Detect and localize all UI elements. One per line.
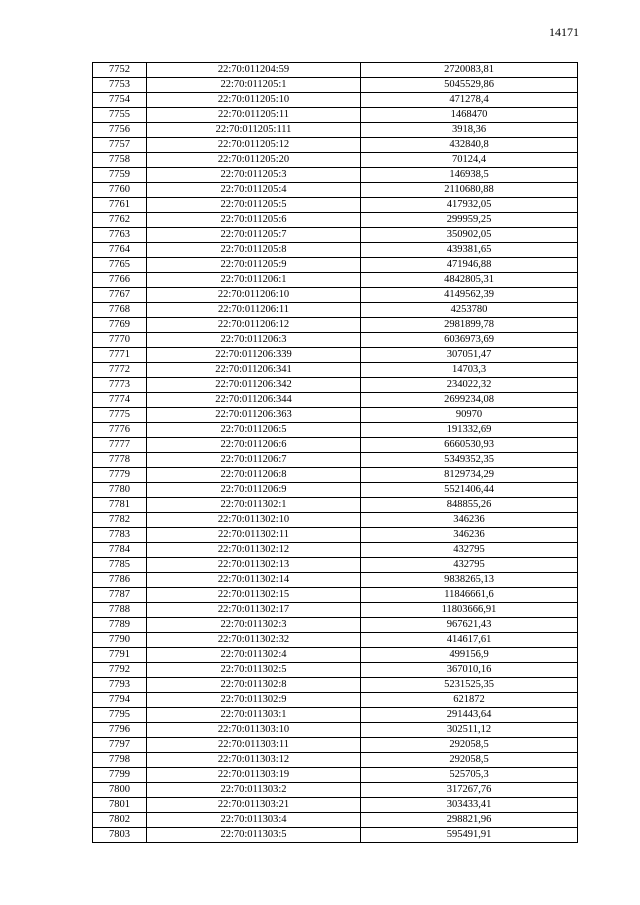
cadastral-value-cell: 350902,05 bbox=[361, 228, 578, 243]
cadastral-value-cell: 8129734,29 bbox=[361, 468, 578, 483]
row-number-cell: 7783 bbox=[93, 528, 147, 543]
row-number-cell: 7774 bbox=[93, 393, 147, 408]
table-row bbox=[93, 618, 578, 633]
page-number: 14171 bbox=[549, 25, 579, 39]
table-row bbox=[93, 288, 578, 303]
cadastral-value-table bbox=[92, 62, 578, 843]
row-number-cell: 7779 bbox=[93, 468, 147, 483]
table-row bbox=[93, 828, 578, 843]
table-row bbox=[93, 468, 578, 483]
table-row bbox=[93, 603, 578, 618]
cadastral-value-cell: 621872 bbox=[361, 693, 578, 708]
row-number-cell: 7765 bbox=[93, 258, 147, 273]
table-row bbox=[93, 78, 578, 93]
cadastral-value-cell: 6036973,69 bbox=[361, 333, 578, 348]
cadastral-number-cell: 22:70:011204:59 bbox=[147, 63, 361, 78]
row-number-cell: 7803 bbox=[93, 828, 147, 843]
cadastral-number-cell: 22:70:011302:8 bbox=[147, 678, 361, 693]
cadastral-value-cell: 595491,91 bbox=[361, 828, 578, 843]
cadastral-number-cell: 22:70:011205:11 bbox=[147, 108, 361, 123]
cadastral-number-cell: 22:70:011303:2 bbox=[147, 783, 361, 798]
table-row bbox=[93, 243, 578, 258]
row-number-cell: 7794 bbox=[93, 693, 147, 708]
table-row bbox=[93, 408, 578, 423]
row-number-cell: 7769 bbox=[93, 318, 147, 333]
cadastral-value-cell: 2699234,08 bbox=[361, 393, 578, 408]
row-number-cell: 7753 bbox=[93, 78, 147, 93]
row-number-cell: 7772 bbox=[93, 363, 147, 378]
cadastral-number-cell: 22:70:011206:1 bbox=[147, 273, 361, 288]
cadastral-value-cell: 432840,8 bbox=[361, 138, 578, 153]
cadastral-number-cell: 22:70:011205:20 bbox=[147, 153, 361, 168]
cadastral-number-cell: 22:70:011206:7 bbox=[147, 453, 361, 468]
row-number-cell: 7773 bbox=[93, 378, 147, 393]
cadastral-number-cell: 22:70:011302:12 bbox=[147, 543, 361, 558]
table-row bbox=[93, 708, 578, 723]
cadastral-value-cell: 292058,5 bbox=[361, 753, 578, 768]
row-number-cell: 7796 bbox=[93, 723, 147, 738]
cadastral-value-cell: 2110680,88 bbox=[361, 183, 578, 198]
cadastral-number-cell: 22:70:011205:6 bbox=[147, 213, 361, 228]
cadastral-number-cell: 22:70:011303:10 bbox=[147, 723, 361, 738]
cadastral-number-cell: 22:70:011206:11 bbox=[147, 303, 361, 318]
cadastral-value-cell: 346236 bbox=[361, 513, 578, 528]
cadastral-value-cell: 2981899,78 bbox=[361, 318, 578, 333]
cadastral-number-cell: 22:70:011302:11 bbox=[147, 528, 361, 543]
cadastral-number-cell: 22:70:011303:11 bbox=[147, 738, 361, 753]
cadastral-value-cell: 298821,96 bbox=[361, 813, 578, 828]
cadastral-value-cell: 11846661,6 bbox=[361, 588, 578, 603]
cadastral-value-cell: 317267,76 bbox=[361, 783, 578, 798]
row-number-cell: 7787 bbox=[93, 588, 147, 603]
cadastral-value-cell: 439381,65 bbox=[361, 243, 578, 258]
cadastral-number-cell: 22:70:011205:1 bbox=[147, 78, 361, 93]
row-number-cell: 7789 bbox=[93, 618, 147, 633]
row-number-cell: 7775 bbox=[93, 408, 147, 423]
cadastral-number-cell: 22:70:011205:5 bbox=[147, 198, 361, 213]
cadastral-number-cell: 22:70:011302:9 bbox=[147, 693, 361, 708]
cadastral-number-cell: 22:70:011205:8 bbox=[147, 243, 361, 258]
cadastral-value-cell: 432795 bbox=[361, 558, 578, 573]
table-row bbox=[93, 153, 578, 168]
row-number-cell: 7797 bbox=[93, 738, 147, 753]
row-number-cell: 7790 bbox=[93, 633, 147, 648]
cadastral-number-cell: 22:70:011303:19 bbox=[147, 768, 361, 783]
row-number-cell: 7780 bbox=[93, 483, 147, 498]
row-number-cell: 7760 bbox=[93, 183, 147, 198]
cadastral-value-cell: 5349352,35 bbox=[361, 453, 578, 468]
row-number-cell: 7764 bbox=[93, 243, 147, 258]
cadastral-value-cell: 146938,5 bbox=[361, 168, 578, 183]
row-number-cell: 7801 bbox=[93, 798, 147, 813]
table-row bbox=[93, 768, 578, 783]
row-number-cell: 7781 bbox=[93, 498, 147, 513]
row-number-cell: 7752 bbox=[93, 63, 147, 78]
table-row bbox=[93, 753, 578, 768]
table-row bbox=[93, 678, 578, 693]
cadastral-number-cell: 22:70:011302:1 bbox=[147, 498, 361, 513]
table-row bbox=[93, 723, 578, 738]
table-row bbox=[93, 198, 578, 213]
table-row bbox=[93, 333, 578, 348]
table-row bbox=[93, 483, 578, 498]
cadastral-value-cell: 14703,3 bbox=[361, 363, 578, 378]
row-number-cell: 7776 bbox=[93, 423, 147, 438]
table-row bbox=[93, 183, 578, 198]
row-number-cell: 7767 bbox=[93, 288, 147, 303]
cadastral-value-cell: 967621,43 bbox=[361, 618, 578, 633]
row-number-cell: 7784 bbox=[93, 543, 147, 558]
row-number-cell: 7756 bbox=[93, 123, 147, 138]
table-row bbox=[93, 633, 578, 648]
cadastral-number-cell: 22:70:011206:342 bbox=[147, 378, 361, 393]
table-row bbox=[93, 93, 578, 108]
cadastral-number-cell: 22:70:011206:3 bbox=[147, 333, 361, 348]
cadastral-value-cell: 9838265,13 bbox=[361, 573, 578, 588]
table-row bbox=[93, 138, 578, 153]
cadastral-value-cell: 5045529,86 bbox=[361, 78, 578, 93]
table-row bbox=[93, 783, 578, 798]
table-row bbox=[93, 213, 578, 228]
table-row bbox=[93, 123, 578, 138]
table-row bbox=[93, 378, 578, 393]
cadastral-value-cell: 499156,9 bbox=[361, 648, 578, 663]
cadastral-value-cell: 346236 bbox=[361, 528, 578, 543]
row-number-cell: 7759 bbox=[93, 168, 147, 183]
cadastral-value-cell: 1468470 bbox=[361, 108, 578, 123]
table-row bbox=[93, 558, 578, 573]
cadastral-number-cell: 22:70:011302:15 bbox=[147, 588, 361, 603]
table-row bbox=[93, 438, 578, 453]
cadastral-number-cell: 22:70:011302:4 bbox=[147, 648, 361, 663]
cadastral-value-cell: 299959,25 bbox=[361, 213, 578, 228]
row-number-cell: 7761 bbox=[93, 198, 147, 213]
row-number-cell: 7791 bbox=[93, 648, 147, 663]
cadastral-value-cell: 302511,12 bbox=[361, 723, 578, 738]
cadastral-number-cell: 22:70:011302:32 bbox=[147, 633, 361, 648]
cadastral-number-cell: 22:70:011303:4 bbox=[147, 813, 361, 828]
cadastral-number-cell: 22:70:011302:13 bbox=[147, 558, 361, 573]
cadastral-value-cell: 234022,32 bbox=[361, 378, 578, 393]
row-number-cell: 7778 bbox=[93, 453, 147, 468]
row-number-cell: 7792 bbox=[93, 663, 147, 678]
cadastral-number-cell: 22:70:011206:344 bbox=[147, 393, 361, 408]
row-number-cell: 7799 bbox=[93, 768, 147, 783]
cadastral-number-cell: 22:70:011206:363 bbox=[147, 408, 361, 423]
table-row bbox=[93, 258, 578, 273]
row-number-cell: 7782 bbox=[93, 513, 147, 528]
cadastral-number-cell: 22:70:011206:5 bbox=[147, 423, 361, 438]
cadastral-value-cell: 5231525,35 bbox=[361, 678, 578, 693]
table-row bbox=[93, 273, 578, 288]
cadastral-number-cell: 22:70:011302:17 bbox=[147, 603, 361, 618]
cadastral-number-cell: 22:70:011303:12 bbox=[147, 753, 361, 768]
table-row bbox=[93, 648, 578, 663]
table-row bbox=[93, 513, 578, 528]
table-row bbox=[93, 453, 578, 468]
table-body bbox=[93, 63, 578, 843]
cadastral-value-cell: 417932,05 bbox=[361, 198, 578, 213]
row-number-cell: 7763 bbox=[93, 228, 147, 243]
cadastral-value-cell: 525705,3 bbox=[361, 768, 578, 783]
row-number-cell: 7754 bbox=[93, 93, 147, 108]
cadastral-value-cell: 4842805,31 bbox=[361, 273, 578, 288]
table-row bbox=[93, 168, 578, 183]
row-number-cell: 7766 bbox=[93, 273, 147, 288]
cadastral-value-cell: 4253780 bbox=[361, 303, 578, 318]
table-row bbox=[93, 798, 578, 813]
table-row bbox=[93, 588, 578, 603]
cadastral-value-cell: 5521406,44 bbox=[361, 483, 578, 498]
table-row bbox=[93, 423, 578, 438]
table-row bbox=[93, 348, 578, 363]
cadastral-number-cell: 22:70:011303:1 bbox=[147, 708, 361, 723]
table-row bbox=[93, 693, 578, 708]
cadastral-number-cell: 22:70:011302:5 bbox=[147, 663, 361, 678]
row-number-cell: 7793 bbox=[93, 678, 147, 693]
table-row bbox=[93, 228, 578, 243]
table-row bbox=[93, 393, 578, 408]
table-row bbox=[93, 573, 578, 588]
cadastral-value-cell: 848855,26 bbox=[361, 498, 578, 513]
cadastral-number-cell: 22:70:011206:341 bbox=[147, 363, 361, 378]
cadastral-number-cell: 22:70:011206:9 bbox=[147, 483, 361, 498]
cadastral-value-cell: 471946,88 bbox=[361, 258, 578, 273]
table-row bbox=[93, 813, 578, 828]
cadastral-value-cell: 307051,47 bbox=[361, 348, 578, 363]
cadastral-value-cell: 6660530,93 bbox=[361, 438, 578, 453]
table-row bbox=[93, 498, 578, 513]
cadastral-value-cell: 471278,4 bbox=[361, 93, 578, 108]
cadastral-number-cell: 22:70:011303:21 bbox=[147, 798, 361, 813]
cadastral-value-cell: 11803666,91 bbox=[361, 603, 578, 618]
cadastral-value-cell: 367010,16 bbox=[361, 663, 578, 678]
cadastral-value-cell: 292058,5 bbox=[361, 738, 578, 753]
cadastral-number-cell: 22:70:011205:111 bbox=[147, 123, 361, 138]
row-number-cell: 7800 bbox=[93, 783, 147, 798]
cadastral-value-cell: 303433,41 bbox=[361, 798, 578, 813]
cadastral-number-cell: 22:70:011206:8 bbox=[147, 468, 361, 483]
row-number-cell: 7777 bbox=[93, 438, 147, 453]
row-number-cell: 7786 bbox=[93, 573, 147, 588]
row-number-cell: 7798 bbox=[93, 753, 147, 768]
cadastral-number-cell: 22:70:011205:10 bbox=[147, 93, 361, 108]
table-row bbox=[93, 663, 578, 678]
cadastral-value-cell: 291443,64 bbox=[361, 708, 578, 723]
row-number-cell: 7757 bbox=[93, 138, 147, 153]
row-number-cell: 7758 bbox=[93, 153, 147, 168]
cadastral-number-cell: 22:70:011302:10 bbox=[147, 513, 361, 528]
table-row bbox=[93, 303, 578, 318]
cadastral-number-cell: 22:70:011205:9 bbox=[147, 258, 361, 273]
cadastral-number-cell: 22:70:011205:7 bbox=[147, 228, 361, 243]
row-number-cell: 7785 bbox=[93, 558, 147, 573]
cadastral-number-cell: 22:70:011302:14 bbox=[147, 573, 361, 588]
table-row bbox=[93, 363, 578, 378]
cadastral-number-cell: 22:70:011206:339 bbox=[147, 348, 361, 363]
cadastral-number-cell: 22:70:011206:10 bbox=[147, 288, 361, 303]
row-number-cell: 7771 bbox=[93, 348, 147, 363]
cadastral-number-cell: 22:70:011205:3 bbox=[147, 168, 361, 183]
cadastral-value-cell: 4149562,39 bbox=[361, 288, 578, 303]
cadastral-number-cell: 22:70:011206:12 bbox=[147, 318, 361, 333]
row-number-cell: 7788 bbox=[93, 603, 147, 618]
cadastral-number-cell: 22:70:011302:3 bbox=[147, 618, 361, 633]
table-row bbox=[93, 528, 578, 543]
cadastral-number-cell: 22:70:011206:6 bbox=[147, 438, 361, 453]
cadastral-number-cell: 22:70:011303:5 bbox=[147, 828, 361, 843]
cadastral-value-cell: 3918,36 bbox=[361, 123, 578, 138]
row-number-cell: 7770 bbox=[93, 333, 147, 348]
row-number-cell: 7762 bbox=[93, 213, 147, 228]
cadastral-value-cell: 2720083,81 bbox=[361, 63, 578, 78]
cadastral-value-cell: 414617,61 bbox=[361, 633, 578, 648]
cadastral-value-cell: 70124,4 bbox=[361, 153, 578, 168]
row-number-cell: 7795 bbox=[93, 708, 147, 723]
row-number-cell: 7802 bbox=[93, 813, 147, 828]
cadastral-value-cell: 90970 bbox=[361, 408, 578, 423]
table-row bbox=[93, 108, 578, 123]
table-row bbox=[93, 63, 578, 78]
table-row bbox=[93, 318, 578, 333]
row-number-cell: 7768 bbox=[93, 303, 147, 318]
table-row bbox=[93, 738, 578, 753]
table-row bbox=[93, 543, 578, 558]
cadastral-value-cell: 191332,69 bbox=[361, 423, 578, 438]
cadastral-value-cell: 432795 bbox=[361, 543, 578, 558]
cadastral-number-cell: 22:70:011205:4 bbox=[147, 183, 361, 198]
cadastral-number-cell: 22:70:011205:12 bbox=[147, 138, 361, 153]
row-number-cell: 7755 bbox=[93, 108, 147, 123]
